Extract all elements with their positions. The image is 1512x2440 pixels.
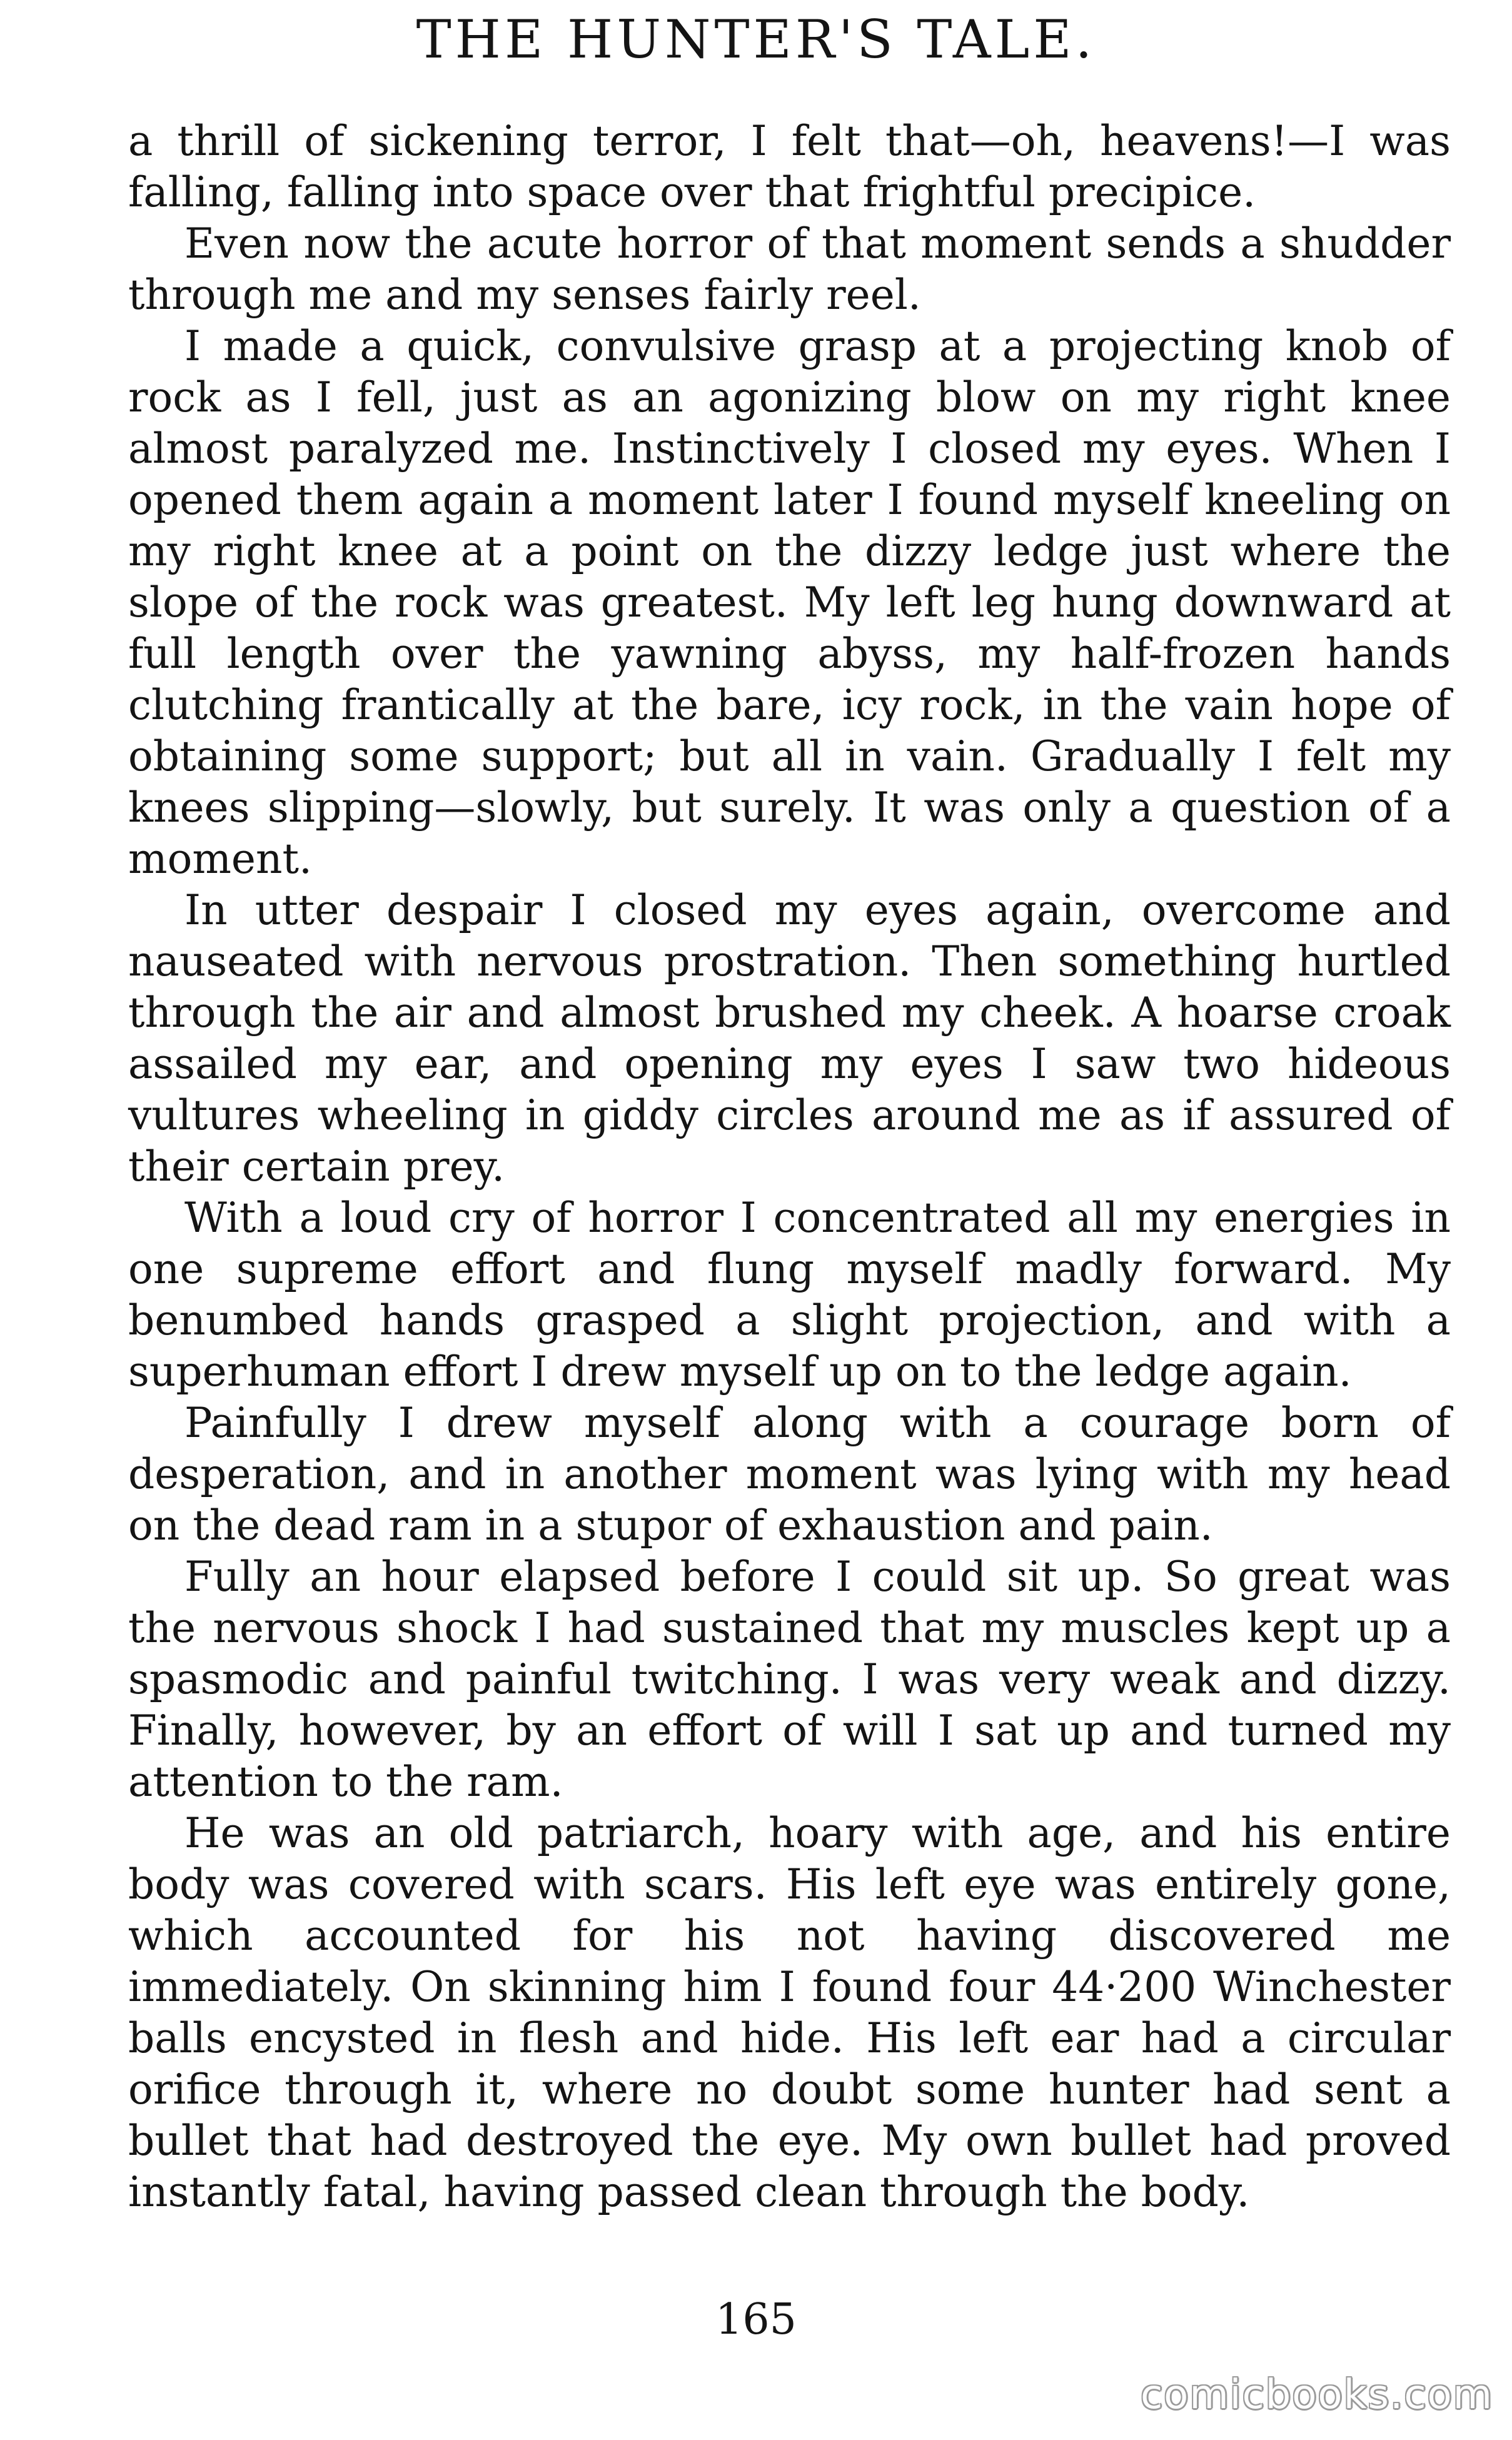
paragraph-2: Even now the acute horror of that moment sends a shudder through me and my senses fairly reel. xyxy=(128,219,1451,319)
paragraph-7: Fully an hour elapsed before I could sit up. So great was the nervous shock I had sustained that my muscles kept up a spasmodic and painful twitching. I was very weak and dizzy. Finally, however, by an effort of will I sat up and turned my attention to the ram. xyxy=(128,1553,1451,1806)
page-number: 165 xyxy=(715,2295,797,2344)
paragraph-5: With a loud cry of horror I concentrated all my energies in one supreme effort and flung myself madly forward. My benumbed hands grasped a slight projection, and with a superhuman effort I drew myself up on to the ledge again. xyxy=(128,1194,1451,1396)
paragraph-4: In utter despair I closed my eyes again, overcome and nauseated with nervous prostration. Then something hurtled through the air and almost brushed my cheek. A hoarse croak assailed my ear, and opening my eyes I saw two hideous vultures wheeling in giddy circles around me as if assured of their certain prey. xyxy=(128,886,1451,1191)
paragraph-8: He was an old patriarch, hoary with age, and his entire body was covered with scars. His left eye was entirely gone, which accounted for his not having discovered me immediately. On skinning him I found four 44·200 Winchester balls encysted in flesh and hide. His left ear had a circular orifice through it, where no doubt some hunter had sent a bullet that had destroyed the eye. My own bullet had proved instantly fatal, having passed clean through the body. xyxy=(128,1809,1451,2216)
paragraph-1: a thrill of sickening terror, I felt that—oh, heavens!—I was falling, falling into space over that frightful precipice. xyxy=(128,117,1451,216)
running-title: THE HUNTER'S TALE. xyxy=(416,9,1096,70)
paragraph-6: Painfully I drew myself along with a courage born of desperation, and in another moment was lying with my head on the dead ram in a stupor of exhaustion and pain. xyxy=(128,1399,1451,1550)
paragraph-3: I made a quick, convulsive grasp at a projecting knob of rock as I fell, just as an agonizing blow on my right knee almost paralyzed me. Instinctively I closed my eyes. When I opened them again a moment later I found myself kneeling on my right knee at a point on the dizzy ledge just where the slope of the rock was greatest. My left leg hung downward at full length over the yawning abyss, my half-frozen hands clutching frantically at the bare, icy rock, in the vain hope of obtaining some support; but all in vain. Gradually I felt my knees slipping—slowly, but surely. It was only a question of a moment. xyxy=(128,322,1451,883)
body-text xyxy=(128,116,1451,2218)
watermark: comicbooks.com xyxy=(1140,2372,1493,2418)
